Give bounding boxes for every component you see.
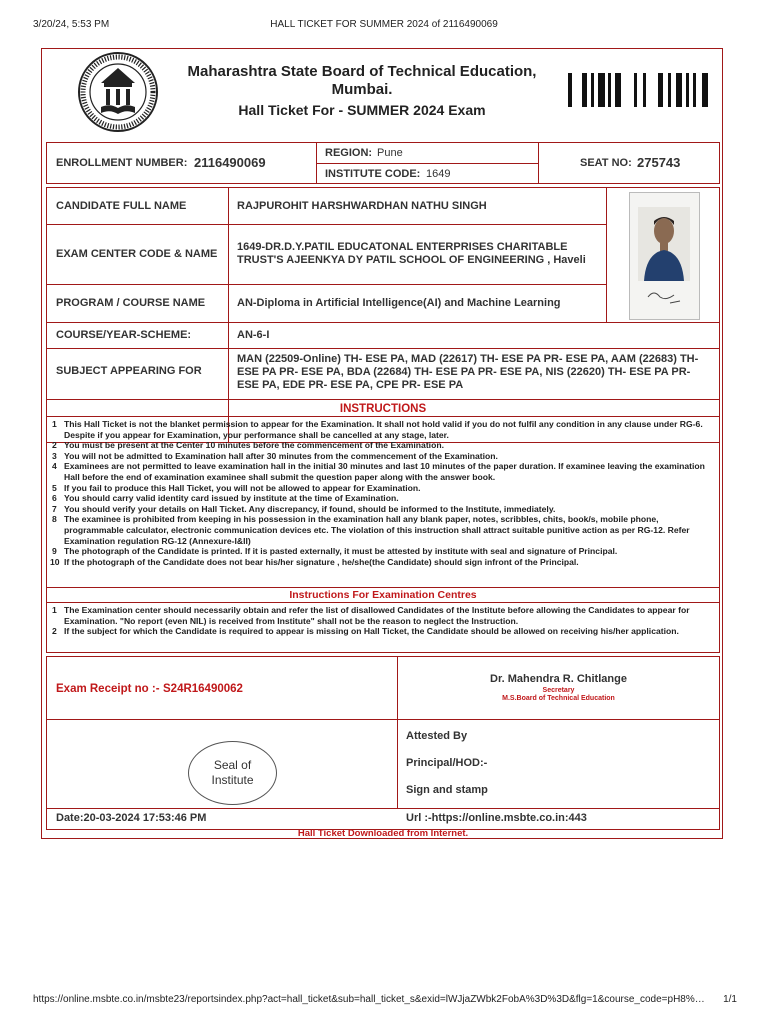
instruction-item: 4 Examinees are not permitted to leave examination hall in the initial 30 minutes and last 10 minutes of the paper duration. If examinee leaving the examination Hall before the end of examination examinee shall submit the question paper along with the answer book.: [52, 461, 705, 482]
region-label: REGION:: [325, 147, 373, 159]
board-name-line2: Mumbai.: [331, 81, 393, 98]
secretary-org: M.S.Board of Technical Education: [502, 695, 615, 702]
institute-code-label: INSTITUTE CODE:: [325, 168, 421, 180]
institute-code-value: 1649: [426, 168, 451, 180]
instruction-item: 10 If the photograph of the Candidate does not bear his/her signature , he/she(the Candidate) should sign infront of the Principal.: [50, 556, 579, 567]
candidate-name-label: CANDIDATE FULL NAME: [56, 200, 187, 212]
program-name: AN-Diploma in Artificial Intelligence(AI) and Machine Learning: [237, 297, 561, 309]
msbte-logo: [77, 51, 159, 133]
instruction-item: 2 You must be present at the Center 10 minutes before the commencement of the Examination.: [52, 440, 444, 451]
seal-line1: Seal of: [213, 758, 252, 772]
instructions-heading: INSTRUCTIONS: [339, 403, 427, 415]
centre-instruction-item: 1 The Examination center should necessarily obtain and refer the list of disallowed Candidates of the Institute before allowing the Candidates to appear for Examination. "No report (even NIL) is received from Institute" shall not be the reason to neglect the Instruction.: [52, 605, 690, 626]
exam-receipt-number: S24R16490062: [163, 683, 243, 695]
centre-instructions-heading: Instructions For Examination Centres: [289, 589, 477, 601]
print-datetime: 3/20/24, 5:53 PM: [33, 19, 110, 30]
instruction-item: 5 If you fail to produce this Hall Ticket, you will not be allowed to appear for Examination.: [52, 482, 421, 493]
downloaded-note: Hall Ticket Downloaded from Internet.: [297, 828, 469, 839]
candidate-name: RAJPUROHIT HARSHWARDHAN NATHU SINGH: [237, 200, 487, 212]
subject-label: SUBJECT APPEARING FOR: [56, 365, 202, 377]
subject-line3: ESE PA, EDE PR- ESE PA, CPE PR- ESE PA: [237, 379, 464, 391]
region-value: Pune: [377, 147, 403, 159]
exam-center-label: EXAM CENTER CODE & NAME: [56, 248, 218, 260]
instruction-item: 8 The examinee is prohibited from keeping in his possession in the examination hall any blank paper, notes, scribbles, chits, book/s, mobile phone, programmable calculator, electronic communication devices etc. The violation of this instruction shall attract suitable punitive action as per RG-12. Refer Examination regulation RG-12 (Annexure-I&II): [52, 514, 690, 546]
seat-no-value: 275743: [637, 155, 681, 170]
enrollment-number: 2116490069: [194, 155, 266, 170]
instruction-item: 3 You will not be admitted to Examination hall after 30 minutes from the commencement of the Examination.: [52, 450, 498, 461]
exam-center-line2: TRUST'S AJEENKYA DY PATIL SCHOOL OF ENGINEERING , Haveli: [237, 254, 586, 266]
enrollment-label: ENROLLMENT NUMBER:: [56, 157, 188, 169]
barcode: [568, 71, 714, 113]
hall-ticket-title: Hall Ticket For - SUMMER 2024 Exam: [238, 102, 486, 118]
seat-no-label: SEAT NO:: [580, 157, 632, 169]
attested-by: Attested By: [406, 730, 468, 742]
program-label: PROGRAM / COURSE NAME: [56, 297, 206, 309]
instruction-item: 1 This Hall Ticket is not the blanket permission to appear for the Examination. It shall not hold valid if you do not fulfil any condition in any clause under RG-6. Despite if you appear for Examination, your performance shall be cancelled at any stage, later.: [52, 419, 703, 440]
instruction-item: 9 The photograph of the Candidate is printed. If it is pasted externally, it must be attested by institute with seal and signature of Principal.: [52, 546, 618, 557]
centre-instruction-item: 2 If the subject for which the Candidate is required to appear is missing on Hall Ticket, the Candidate should be allowed on receiving his/her application.: [52, 626, 679, 637]
print-page-title: HALL TICKET FOR SUMMER 2024 of 2116490069: [270, 19, 498, 30]
candidate-photo: [629, 192, 700, 320]
centre-instructions-list: [52, 605, 720, 637]
print-page-number: 1/1: [723, 994, 737, 1005]
subject-line2: ESE PA PR- ESE PA, BDA (22684) TH- ESE PA PR- ESE PA, NIS (22620) TH- ESE PA PR-: [237, 366, 691, 378]
hall-ticket: [41, 48, 723, 839]
print-header: [0, 0, 768, 30]
secretary-name: Dr. Mahendra R. Chitlange: [490, 673, 627, 685]
print-url: https://online.msbte.co.in/msbte23/reportsindex.php?act=hall_ticket&sub=hall_ticket_s&exid=lWJjaZWbk2FobA%3D%3D&flg=1&course_code=pH8%…: [33, 994, 705, 1005]
subject-line1: MAN (22509-Online) TH- ESE PA, MAD (22617) TH- ESE PA PR- ESE PA, AAM (22683) TH-: [237, 353, 699, 365]
board-name-line1: Maharashtra State Board of Technical Education,: [187, 63, 537, 80]
exam-center-line1: 1649-DR.D.Y.PATIL EDUCATONAL ENTERPRISES CHARITABLE: [237, 241, 568, 253]
instructions-list: [52, 419, 720, 567]
secretary-title: Secretary: [542, 687, 575, 694]
portal-url: Url :-https://online.msbte.co.in:443: [406, 812, 587, 824]
principal-hod: Principal/HOD:-: [406, 757, 488, 769]
exam-receipt-label: Exam Receipt no :-: [56, 683, 160, 695]
seal-line2: Institute: [211, 773, 254, 787]
instruction-item: 6 You should carry valid identity card issued by institute at the time of Examination.: [52, 493, 399, 504]
download-date: Date:20-03-2024 17:53:46 PM: [56, 812, 207, 824]
instruction-item: 7 You should verify your details on Hall Ticket. Any discrepancy, if found, should be informed to the Institute, immediately.: [52, 503, 556, 514]
institute-seal: [188, 741, 277, 805]
course-scheme-label: COURSE/YEAR-SCHEME:: [56, 329, 192, 341]
course-scheme: AN-6-I: [237, 329, 270, 341]
sign-and-stamp: Sign and stamp: [406, 784, 488, 796]
